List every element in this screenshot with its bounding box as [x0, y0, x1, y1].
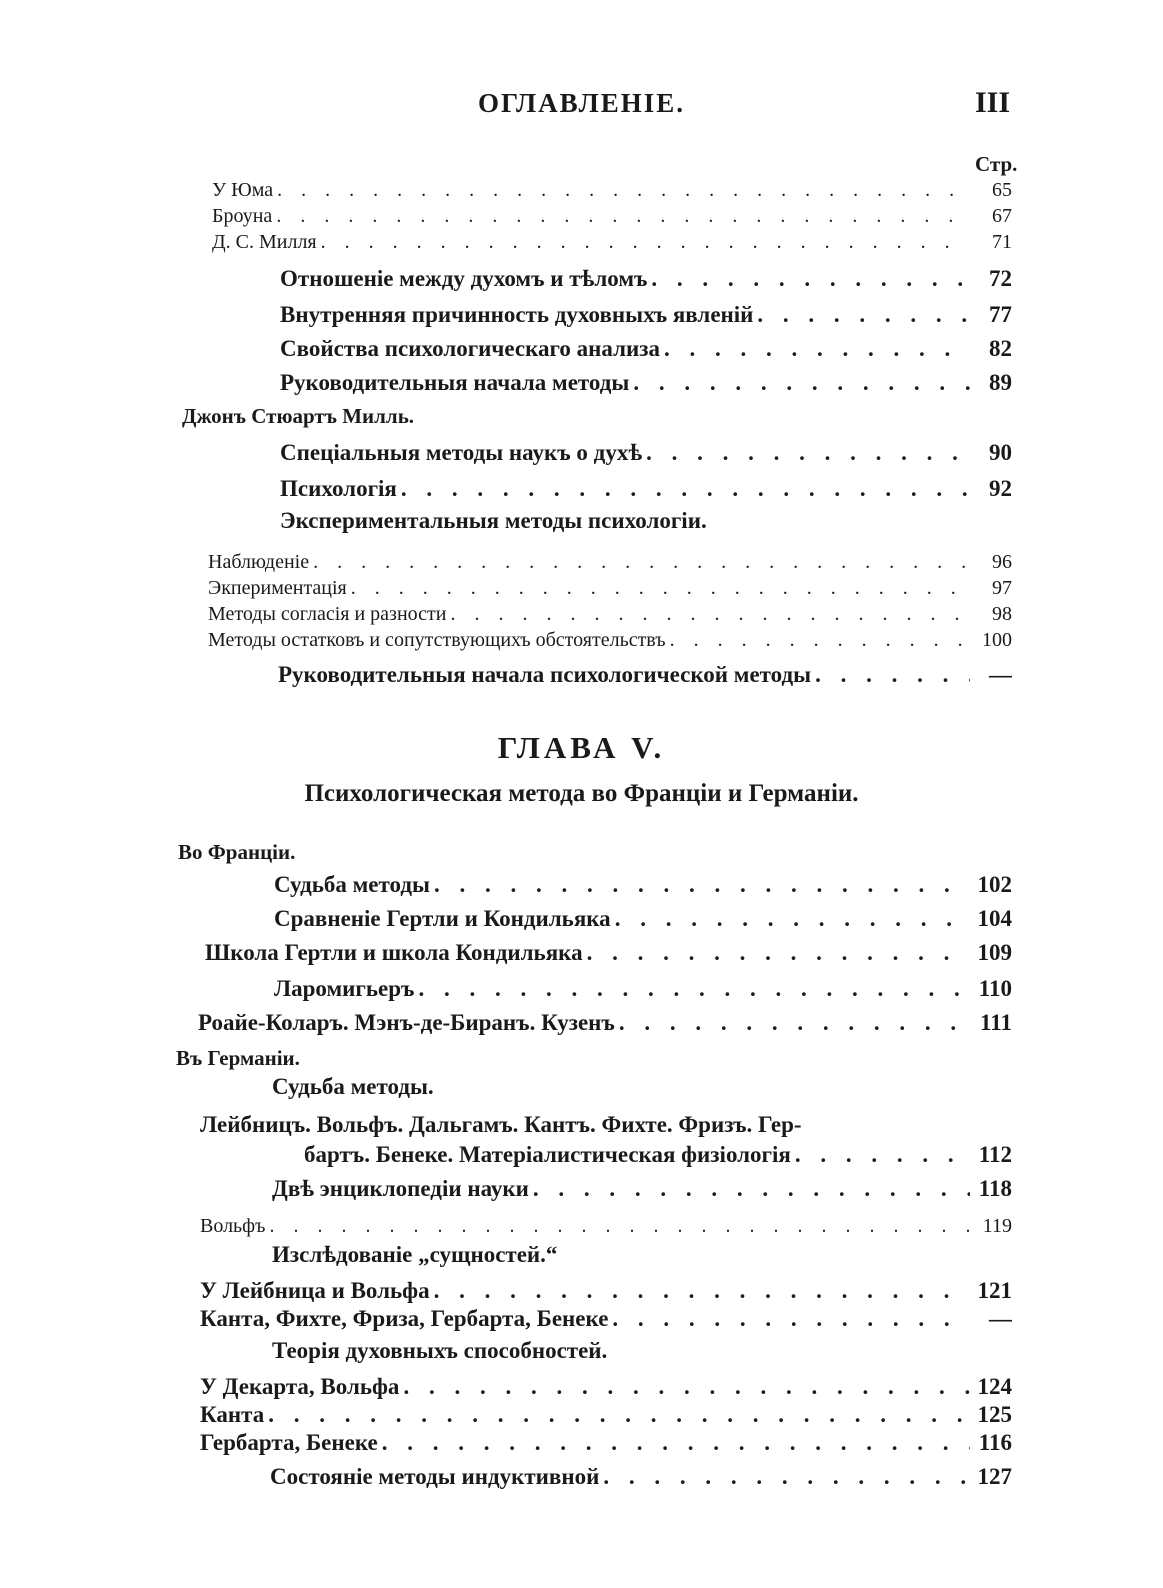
section-heading-germany: Въ Германіи. — [176, 1046, 300, 1070]
toc-entry: бартъ. Бенеке. Матеріалистическая физіологія . . . 112 — [304, 1138, 1012, 1168]
toc-entry: Методы согласія и разности . . . 98 — [208, 596, 1012, 626]
subheading: Теорія духовныхъ способностей. — [272, 1338, 608, 1363]
toc-entry: Роайе-Коларъ. Мэнъ-де-Биранъ. Кузенъ . . . 111 — [198, 1006, 1012, 1036]
toc-entry: Судьба методы . . . 102 — [274, 868, 1012, 898]
subheading: Изслѣдованіе „сущностей.“ — [272, 1242, 558, 1267]
chapter-subtitle: Психологическая метода во Франціи и Германіи. — [304, 780, 859, 807]
section-heading-france: Во Франціи. — [178, 840, 296, 864]
toc-entry: У Декарта, Вольфа . . . 124 — [200, 1370, 1012, 1400]
section-heading: Джонъ Стюартъ Милль. — [182, 404, 415, 428]
subheading: Экспериментальныя методы психологіи. — [280, 508, 707, 533]
toc-entry: Ларомигьеръ . . . 110 — [274, 972, 1012, 1002]
toc-entry: У Лейбница и Вольфа . . . 121 — [200, 1274, 1012, 1304]
toc-entry: Сравненіе Гертли и Кондильяка . . . 104 — [274, 902, 1012, 932]
toc-entry: Состояніе методы индуктивной . . . 127 — [270, 1460, 1012, 1490]
toc-entry: Психологія . . . 92 — [280, 472, 1012, 502]
toc-entry: Двѣ энциклопедіи науки . . . 118 — [272, 1172, 1012, 1202]
page-title: ОГЛАВЛЕНІЕ. — [477, 88, 686, 118]
chapter-title: ГЛАВА V. — [497, 730, 666, 765]
toc-entry: Свойства психологическаго анализа . . . 82 — [280, 332, 1012, 362]
page-number: III — [975, 86, 1011, 119]
toc-entry: У Юма . . . 65 — [212, 172, 1012, 202]
toc-entry: Вольфъ . . . 119 — [200, 1208, 1012, 1238]
toc-entry: Наблюденіе . . . 96 — [208, 544, 1012, 574]
toc-entry: Д. С. Милля . . . 71 — [212, 224, 1012, 254]
toc-entry-line: Лейбницъ. Вольфъ. Дальгамъ. Кантъ. Фихте. Фризъ. Гер- — [200, 1112, 802, 1137]
subheading: Судьба методы. — [272, 1074, 434, 1099]
toc-entry: Руководительныя начала психологической методы . . . — — [278, 658, 1012, 688]
page-column-label: Стр. — [975, 152, 1018, 176]
toc-entry: Школа Гертли и школа Кондильяка . . . 109 — [205, 936, 1012, 966]
toc-entry: Методы остатковъ и сопутствующихъ обстоятельствъ . . . 100 — [208, 622, 1012, 652]
toc-entry: Броуна . . . 67 — [212, 198, 1012, 228]
toc-entry: Отношеніе между духомъ и тѣломъ . . . 72 — [280, 262, 1012, 292]
toc-entry: Внутренняя причинность духовныхъ явленій . . . 77 — [280, 298, 1012, 328]
toc-entry: Руководительныя начала методы . . . 89 — [280, 366, 1012, 396]
toc-entry: Спеціальныя методы наукъ о духѣ . . . 90 — [280, 436, 1012, 466]
toc-entry: Гербарта, Бенеке . . . 116 — [200, 1426, 1012, 1456]
toc-entry: Канта . . . 125 — [200, 1398, 1012, 1428]
toc-entry: Канта, Фихте, Фриза, Гербарта, Бенеке . . . — — [200, 1302, 1012, 1332]
toc-entry: Экпериментація . . . 97 — [208, 570, 1012, 600]
